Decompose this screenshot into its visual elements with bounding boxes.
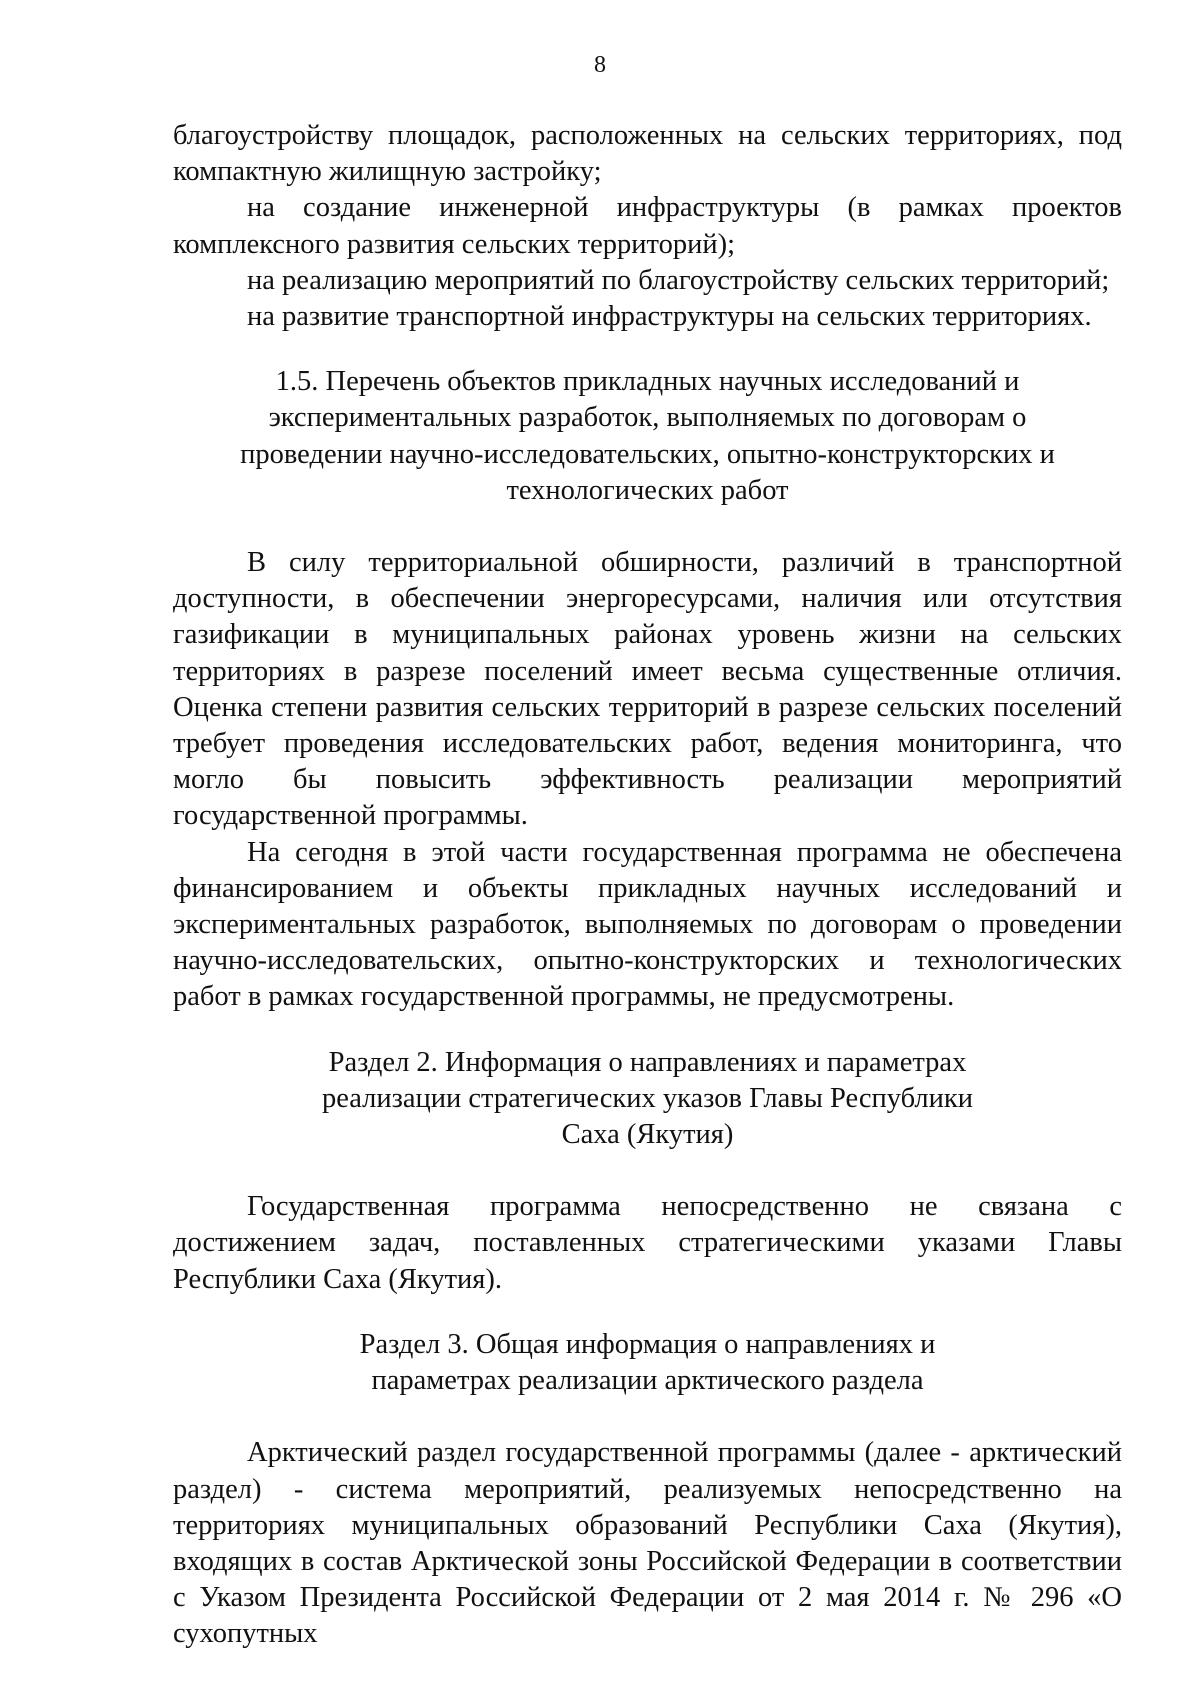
spacer <box>173 1153 1122 1189</box>
section-heading-1-5: 1.5. Перечень объектов прикладных научных исследований и экспериментальных разработок, выполняемых по договорам о проведении научно-исследовательских, опытно-конструкторских и технологических работ <box>240 366 1055 506</box>
spacer <box>173 1016 1122 1045</box>
page-number: 8 <box>594 52 606 78</box>
paragraph: На сегодня в этой части государственная программа не обеспечена финансированием и объекты прикладных научных исследований и экспериментальных разработок, выполняемых по договорам о проведении научно-исследовательских, опытно-конструкторских и технологических работ в рамках государственной программы, не предусмотрены. <box>173 836 1122 1013</box>
spacer <box>173 509 1122 545</box>
paragraph: В силу территориальной обширности, различий в транспортной доступности, в обеспечении энергоресурсами, наличия или отсутствия газификации в муниципальных районах уровень жизни на сельских территориях в разрезе поселений имеет весьма существенные отличия. Оценка степени развития сельских территорий в разрезе сельских поселений требует проведения исследовательских работ, ведения мониторинга, что могло бы повысить эффективность реализации мероприятий государственной программы. <box>173 547 1122 832</box>
paragraph: на развитие транспортной инфраструктуры на сельских территориях. <box>247 301 1092 333</box>
spacer <box>173 335 1122 364</box>
paragraph: благоустройству площадок, расположенных на сельских территориях, под компактную жилищную застройку; <box>173 120 1122 188</box>
spacer <box>173 1298 1122 1327</box>
paragraph: на создание инженерной инфраструктуры (в рамках проектов комплексного развития сельских территорий); <box>173 192 1122 260</box>
paragraph: на реализацию мероприятий по благоустройству сельских территорий; <box>247 264 1110 296</box>
section-heading-3: Раздел 3. Общая информация о направлениях и параметрах реализации арктического раздела <box>359 1328 936 1397</box>
spacer <box>173 1399 1122 1435</box>
paragraph: Арктический раздел государственной программы (далее - арктический раздел) - система мероприятий, реализуемых непосредственно на территориях муниципальных образований Республики Саха (Якутия), входящих в состав Арктической зоны Российской Федерации в соответствии с Указом Президента Российской Федерации от 2 мая 2014 г. № 296 «О сухопутных <box>173 1437 1122 1650</box>
document-body <box>173 118 1122 1653</box>
section-heading-2: Раздел 2. Информация о направлениях и параметрах реализации стратегических указов Главы Республики Саха (Якутия) <box>321 1046 974 1151</box>
paragraph: Государственная программа непосредственно не связана с достижением задач, поставленных стратегическими указами Главы Республики Саха (Якутия). <box>173 1191 1122 1295</box>
